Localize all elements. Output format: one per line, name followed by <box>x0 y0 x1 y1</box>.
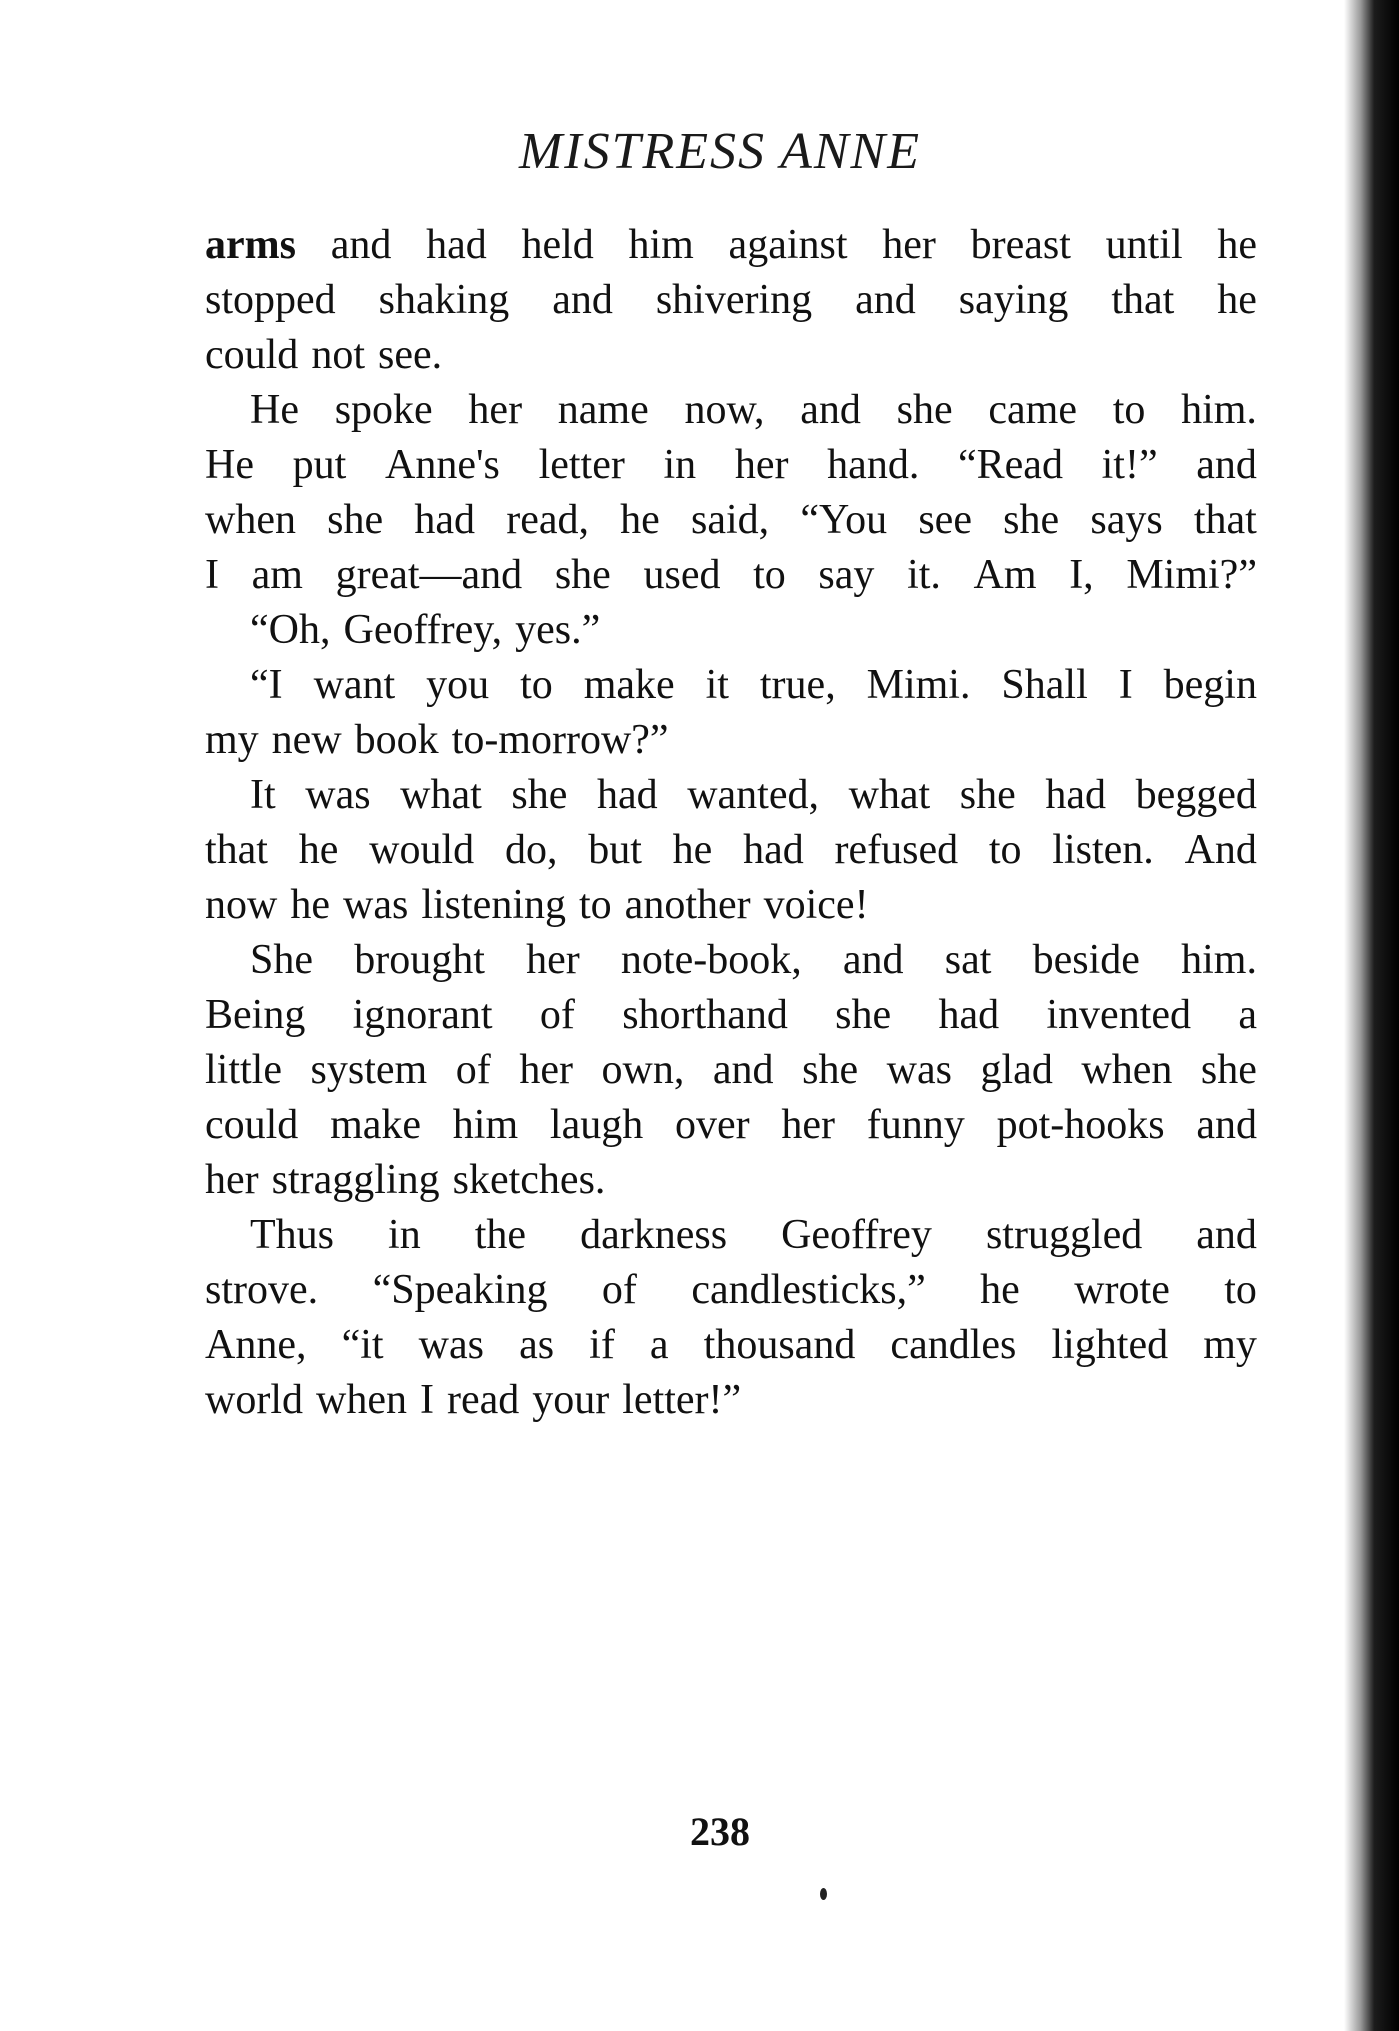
word: in <box>388 1212 421 1258</box>
word: read, <box>506 497 589 543</box>
word: sketches. <box>452 1157 606 1203</box>
word: it!” <box>1101 442 1158 488</box>
word: he <box>672 827 713 873</box>
word: him <box>452 1102 519 1148</box>
word: he <box>1217 222 1257 268</box>
word: true, <box>759 662 836 708</box>
word: he <box>290 882 330 928</box>
word: he <box>298 827 339 873</box>
word: he <box>980 1267 1020 1313</box>
word: It <box>250 772 276 818</box>
word: see <box>918 497 972 543</box>
word: note-book, <box>620 937 802 983</box>
word: had <box>938 992 1000 1038</box>
word: what <box>848 772 931 818</box>
word: wrote <box>1074 1267 1170 1313</box>
word: another <box>624 882 751 928</box>
word: she <box>327 497 384 543</box>
word: and <box>712 1047 774 1093</box>
word: funny <box>866 1102 965 1148</box>
text-line <box>205 438 1257 493</box>
text-line <box>205 603 1257 658</box>
word: see. <box>377 332 443 378</box>
word: “Oh, <box>250 607 331 653</box>
word: to <box>1112 387 1146 433</box>
word: Am <box>973 552 1037 598</box>
word: brought <box>354 937 485 983</box>
word: say <box>818 552 875 598</box>
page-number: 238 <box>690 1809 750 1854</box>
word: but <box>588 827 642 873</box>
word: her <box>882 222 936 268</box>
word: Anne's <box>385 442 500 488</box>
word: had <box>426 222 487 268</box>
word: my <box>1203 1322 1257 1368</box>
word: I, <box>1069 552 1094 598</box>
word: world <box>205 1377 303 1423</box>
word: could <box>205 332 299 378</box>
text-line <box>205 823 1257 878</box>
word: to <box>520 662 553 708</box>
word: great—and <box>335 552 523 598</box>
word: listening <box>421 882 566 928</box>
word: had <box>596 772 658 818</box>
word: what <box>400 772 482 818</box>
word: book <box>354 717 439 763</box>
word: him <box>628 222 694 268</box>
word: invented <box>1046 992 1192 1038</box>
word: not <box>311 332 365 378</box>
word: to <box>1224 1267 1257 1313</box>
word: new <box>271 717 342 763</box>
word: she <box>1003 497 1060 543</box>
word: when <box>1081 1047 1173 1093</box>
word: her <box>526 937 580 983</box>
word: in <box>663 442 697 488</box>
word: had <box>743 827 804 873</box>
word: arms <box>205 222 296 268</box>
word: want <box>313 662 396 708</box>
text-line <box>205 328 1257 383</box>
word: I <box>419 1377 434 1423</box>
word: and <box>1196 1212 1257 1258</box>
word: had <box>1045 772 1107 818</box>
word: yes.” <box>515 607 601 653</box>
text-line <box>205 1318 1257 1373</box>
word: was <box>886 1047 952 1093</box>
ink-speck <box>820 1888 827 1900</box>
text-line <box>205 1098 1257 1153</box>
word: He <box>205 442 254 488</box>
word: listen. <box>1052 827 1154 873</box>
word: put <box>292 442 347 488</box>
word: she <box>959 772 1016 818</box>
text-line <box>205 878 1257 933</box>
word: “Speaking <box>372 1267 548 1313</box>
word: him. <box>1181 937 1257 983</box>
word: says <box>1090 497 1163 543</box>
word: it <box>705 662 729 708</box>
word: a <box>649 1322 669 1368</box>
word: and <box>552 277 613 323</box>
word: pot-hooks <box>996 1102 1165 1148</box>
word: when <box>316 1377 407 1423</box>
text-line <box>205 933 1257 988</box>
word: breast <box>970 222 1071 268</box>
text-line <box>205 1043 1257 1098</box>
word: “Read <box>958 442 1063 488</box>
word: him. <box>1181 387 1257 433</box>
word: would <box>369 827 475 873</box>
word: Geoffrey <box>781 1212 932 1258</box>
word: that <box>205 827 268 873</box>
word: my <box>205 717 259 763</box>
word: am <box>251 552 303 598</box>
word: And <box>1184 827 1257 873</box>
text-line <box>205 1373 1257 1428</box>
word: candles <box>890 1322 1017 1368</box>
text-line <box>205 218 1257 273</box>
word: and <box>1196 1102 1257 1148</box>
word: that <box>1193 497 1257 543</box>
text-line <box>205 273 1257 328</box>
word: she <box>835 992 892 1038</box>
text-line <box>205 988 1257 1043</box>
word: She <box>250 937 313 983</box>
word: shivering <box>655 277 813 323</box>
word: over <box>674 1102 750 1148</box>
word: voice! <box>763 882 869 928</box>
word: saying <box>958 277 1069 323</box>
word: I <box>205 552 219 598</box>
word: hand. <box>827 442 920 488</box>
word: and <box>800 387 861 433</box>
word: to <box>753 552 786 598</box>
word: when <box>205 497 296 543</box>
word: begin <box>1163 662 1257 708</box>
word: begged <box>1135 772 1257 818</box>
word: Geoffrey, <box>343 607 503 653</box>
running-head: MISTRESS ANNE <box>518 123 922 180</box>
word: strove. <box>205 1267 319 1313</box>
word: she <box>802 1047 859 1093</box>
word: thousand <box>703 1322 856 1368</box>
word: wanted, <box>687 772 819 818</box>
word: to <box>988 827 1022 873</box>
word: shorthand <box>622 992 788 1038</box>
word: shaking <box>378 277 510 323</box>
word: you <box>426 662 490 708</box>
word: until <box>1105 222 1183 268</box>
text-line <box>205 383 1257 438</box>
word: said, <box>691 497 770 543</box>
word: Mimi. <box>866 662 971 708</box>
word: he <box>1217 277 1257 323</box>
word: against <box>728 222 848 268</box>
word: to-morrow?” <box>451 717 669 763</box>
word: used <box>643 552 721 598</box>
text-line <box>205 768 1257 823</box>
word: straggling <box>271 1157 440 1203</box>
word: she <box>896 387 953 433</box>
word: Mimi?” <box>1126 552 1257 598</box>
word: refused <box>834 827 959 873</box>
word: now <box>205 882 278 928</box>
word: if <box>589 1322 615 1368</box>
word: letter!” <box>622 1377 742 1423</box>
word: it. <box>907 552 941 598</box>
word: “I <box>250 662 283 708</box>
text-line <box>205 1208 1257 1263</box>
spine-shadow <box>1344 0 1399 2031</box>
word: ignorant <box>352 992 493 1038</box>
word: now, <box>684 387 765 433</box>
word: “You <box>800 497 888 543</box>
text-line <box>205 1153 1257 1208</box>
word: Being <box>205 992 306 1038</box>
word: her <box>519 1047 573 1093</box>
word: “it <box>341 1322 384 1368</box>
word: her <box>781 1102 836 1148</box>
word: she <box>554 552 611 598</box>
word: to <box>579 882 612 928</box>
word: came <box>988 387 1077 433</box>
word: make <box>330 1102 422 1148</box>
word: and <box>330 222 392 268</box>
word: Anne, <box>205 1322 307 1368</box>
word: held <box>521 222 594 268</box>
word: she <box>511 772 568 818</box>
word: of <box>539 992 575 1038</box>
word: name <box>557 387 649 433</box>
text-line <box>205 658 1257 713</box>
word: own, <box>601 1047 685 1093</box>
word: letter <box>538 442 625 488</box>
word: Shall <box>1001 662 1088 708</box>
word: I <box>1118 662 1133 708</box>
text-line <box>205 548 1257 603</box>
word: of <box>601 1267 637 1313</box>
word: Thus <box>250 1212 334 1258</box>
word: and <box>1196 442 1257 488</box>
text-line <box>205 713 1257 768</box>
word: beside <box>1032 937 1140 983</box>
word: your <box>532 1377 610 1423</box>
word: was <box>305 772 371 818</box>
word: could <box>205 1102 299 1148</box>
text-line <box>205 1263 1257 1318</box>
word: was <box>418 1322 484 1368</box>
word: candlesticks,” <box>691 1267 926 1313</box>
word: her <box>468 387 523 433</box>
word: stopped <box>205 277 336 323</box>
word: glad <box>980 1047 1053 1093</box>
word: had <box>414 497 476 543</box>
word: a <box>1238 992 1257 1038</box>
word: darkness <box>580 1212 728 1258</box>
word: little <box>205 1047 282 1093</box>
word: her <box>734 442 789 488</box>
word: read <box>446 1377 520 1423</box>
word: sat <box>944 937 992 983</box>
word: lighted <box>1051 1322 1169 1368</box>
word: make <box>583 662 675 708</box>
word: system <box>310 1047 428 1093</box>
text-line <box>205 493 1257 548</box>
word: laugh <box>549 1102 644 1148</box>
word: of <box>455 1047 491 1093</box>
word: and <box>842 937 904 983</box>
word: struggled <box>985 1212 1143 1258</box>
word: he <box>620 497 660 543</box>
word: was <box>343 882 409 928</box>
word: do, <box>504 827 558 873</box>
word: her <box>205 1157 259 1203</box>
word: the <box>474 1212 527 1258</box>
body-text <box>205 218 1257 1428</box>
word: she <box>1200 1047 1257 1093</box>
word: He <box>250 387 299 433</box>
word: as <box>519 1322 555 1368</box>
word: spoke <box>334 387 433 433</box>
word: and <box>855 277 916 323</box>
word: that <box>1111 277 1175 323</box>
